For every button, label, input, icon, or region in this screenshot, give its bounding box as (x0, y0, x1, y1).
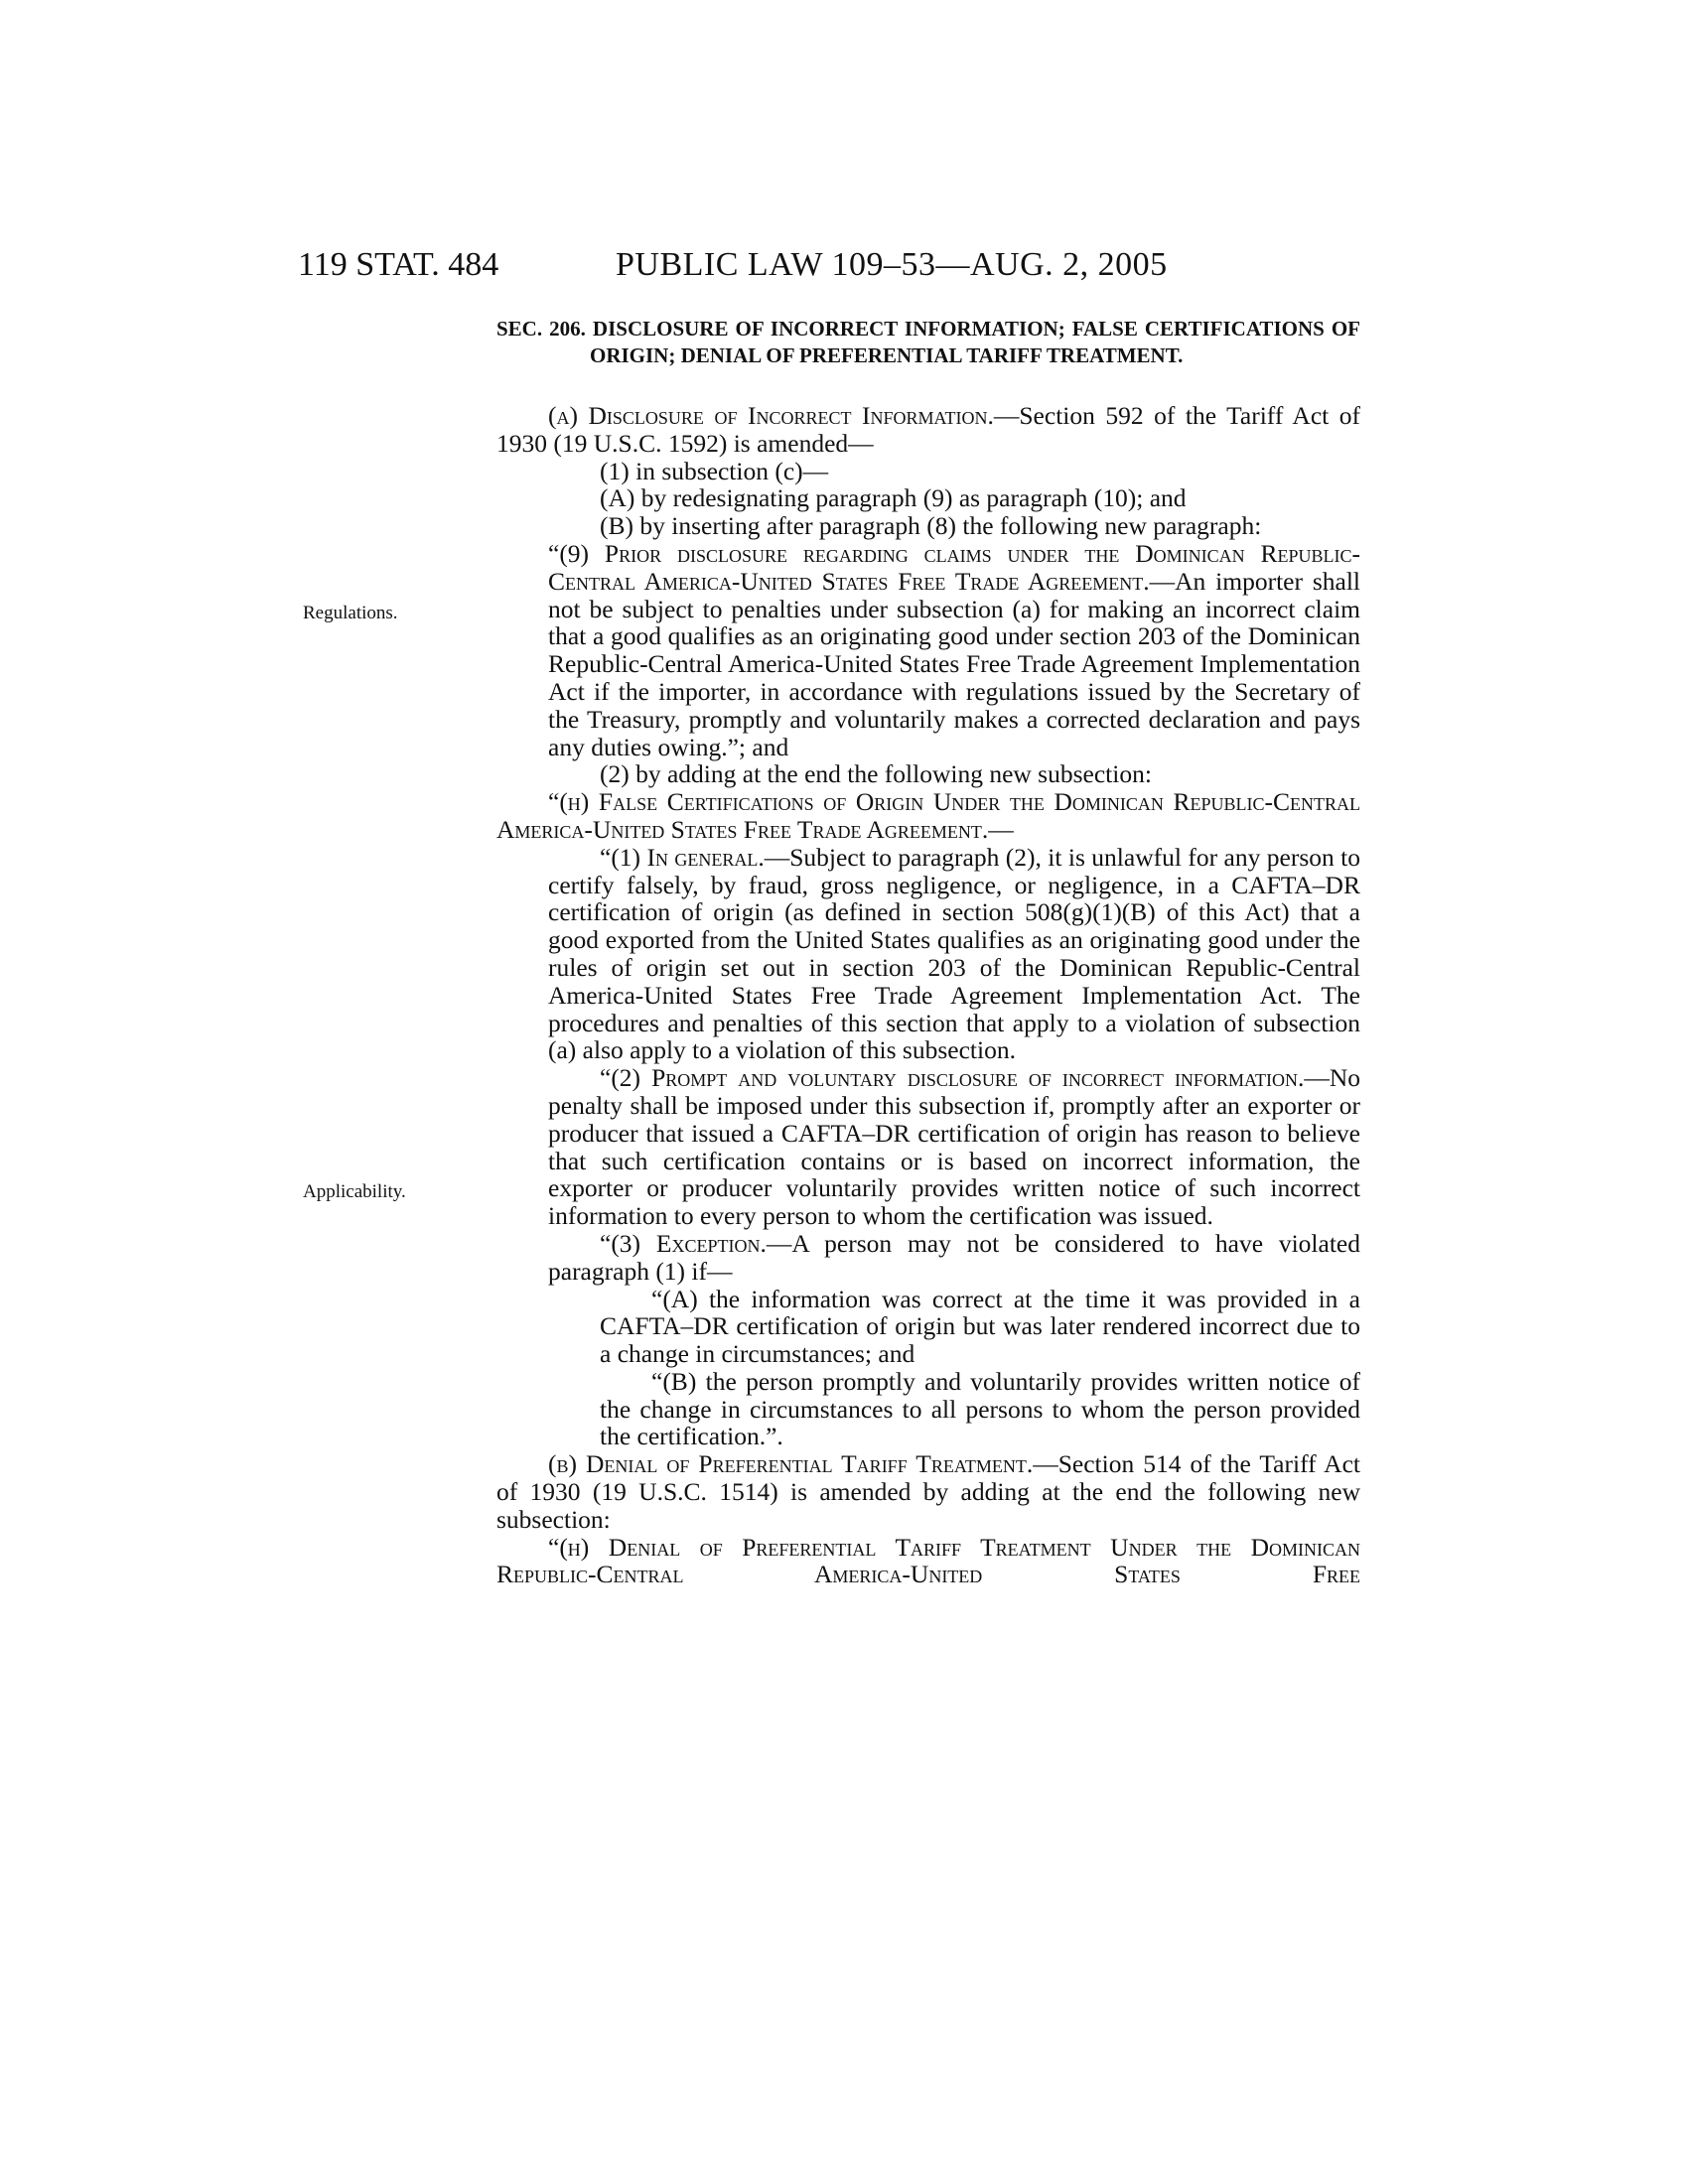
subsection-b (496, 1450, 1360, 1533)
subparagraph-h3A: “(A) the information was correct at the time it was provided in a CAFTA–DR certification of origin but was later rendered incorrect due to a change in circumstances; and (600, 1284, 1360, 1369)
paragraph-2: (2) by adding at the end the following new subsection: (600, 759, 1152, 789)
section-title: SEC. 206. DISCLOSURE OF INCORRECT INFORMATION; FALSE CERTIFICATIONS OF ORIGIN; DENIAL OF PREFERENTIAL TARIFF TREATMENT. (496, 317, 1360, 367)
paragraph-h2-text: —No penalty shall be imposed under this subsection if, promptly after an exporter or producer that issued a CAFTA–DR certification of origin has reason to believe that such certification contains or is based on incorrect information, the exporter or producer voluntarily provides written notice of such incorrect information to every person to whom the certification was issued. (548, 1063, 1360, 1231)
subsection-b-text: —Section 514 of the Tariff Act of 1930 (19 U.S.C. 1514) is amended by adding at the end the following new subsection: (496, 1449, 1360, 1534)
paragraph-9 (496, 540, 1360, 760)
subsection-a-text: —Section 592 of the Tariff Act of 1930 (19 U.S.C. 1592) is amended— (496, 401, 1360, 458)
paragraph-h3-text: —A person may not be considered to have violated paragraph (1) if— (548, 1228, 1360, 1286)
subsection-h-heading: “(h) False Certifications of Origin Under the Dominican Republic-Central America-United States Free Trade Agreement. (496, 787, 1360, 844)
section-body (496, 402, 1360, 1588)
subsection-h (496, 788, 1360, 844)
subsection-a-heading: (a) Disclosure of Incorrect Information. (548, 401, 994, 430)
subparagraph-h3B: “(B) the person promptly and voluntarily provides written notice of the change in circumstances to all persons to whom the person provided the certification.”. (600, 1366, 1360, 1451)
paragraph-9-text: —An importer shall not be subject to penalties under subsection (a) for making an incorrect claim that a good qualifies as an originating good under section 203 of the Dominican Republic-Central America-United States Free Trade Agreement Implementation Act if the importer, in accordance with regulations issued by the Secretary of the Treasury, promptly and voluntarily makes a corrected declaration and pays any duties owing.”; and (548, 566, 1361, 761)
subsection-a (496, 402, 1360, 458)
paragraph-h2 (496, 1064, 1360, 1230)
subsection-bh-heading: “(h) Denial of Preferential Tariff Treatment Under the Dominican Republic-Central America-United States Free (496, 1532, 1360, 1589)
subparagraph-A: (A) by redesignating paragraph (9) as paragraph (10); and (600, 483, 1187, 513)
paragraph-1: (1) in subsection (c)— (600, 456, 829, 485)
statute-page-number: 119 STAT. 484 (298, 246, 499, 283)
paragraph-9-heading: “(9) Prior disclosure regarding claims under the Dominican Republic-Central America-United States Free Trade Agreement. (548, 538, 1360, 596)
subsection-b-heading: (b) Denial of Preferential Tariff Treatment. (548, 1449, 1034, 1479)
paragraph-h3-heading: “(3) Exception. (600, 1228, 767, 1258)
paragraph-h1-heading: “(1) In general. (600, 842, 765, 872)
paragraph-h1 (496, 844, 1360, 1064)
subsection-h-text: — (988, 814, 1014, 844)
margin-note-regulations: Regulations. (303, 603, 398, 623)
paragraph-h3 (496, 1230, 1360, 1286)
margin-note-applicability: Applicability. (303, 1181, 406, 1202)
paragraph-h2-heading: “(2) Prompt and voluntary disclosure of incorrect information. (600, 1063, 1305, 1093)
subsection-bh (496, 1534, 1360, 1589)
paragraph-h1-text: —Subject to paragraph (2), it is unlawful for any person to certify falsely, by fraud, gross negligence, or negligence, in a CAFTA–DR certification of origin (as defined in section 508(g)(1)(B) of this Act) that a good exported from the United States qualifies as an originating good under the rules of origin set out in section 203 of the Dominican Republic-Central America-United States Free Trade Agreement Implementation Act. The procedures and penalties of this section that apply to a violation of subsection (a) also apply to a violation of this subsection. (548, 842, 1361, 1065)
public-law-citation: PUBLIC LAW 109–53—AUG. 2, 2005 (616, 246, 1168, 283)
page-header (298, 246, 1360, 290)
subparagraph-B: (B) by inserting after paragraph (8) the following new paragraph: (600, 511, 1262, 541)
